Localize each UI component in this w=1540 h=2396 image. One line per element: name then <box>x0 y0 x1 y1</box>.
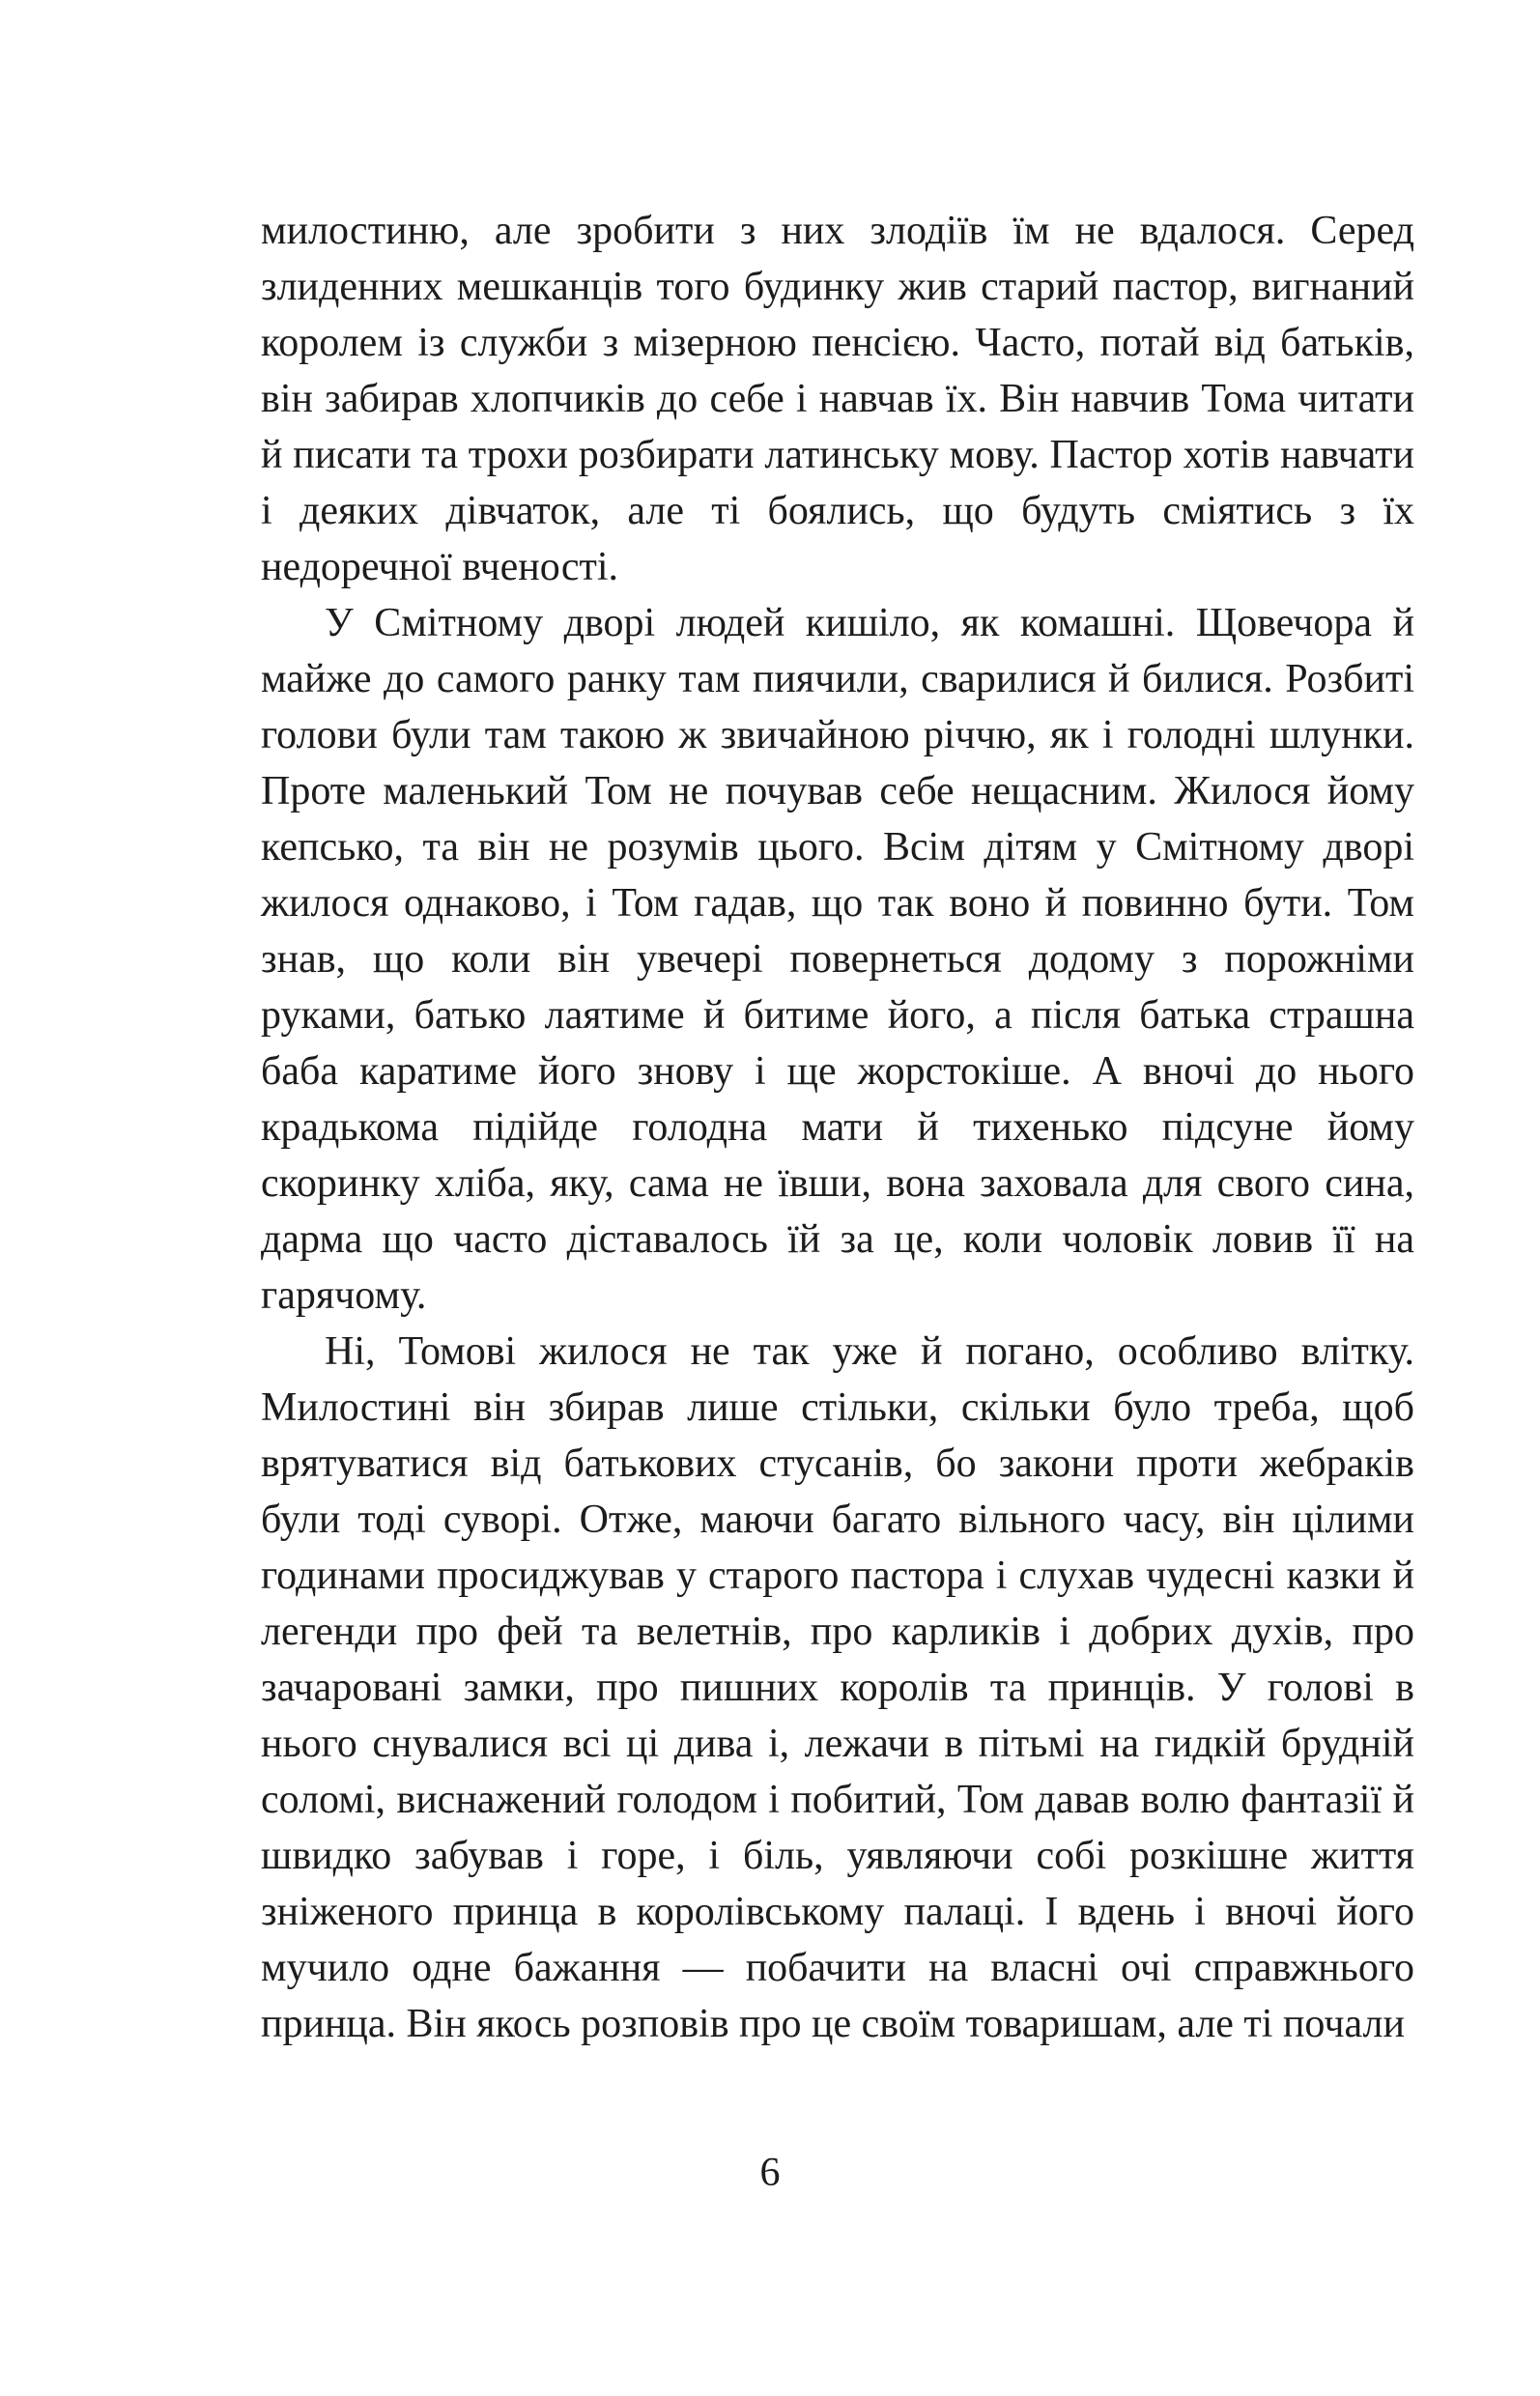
body-text <box>261 203 1414 2052</box>
paragraph-continuation: милостиню, але зробити з них злодіїв їм не вдалося. Серед злиденних мешканців того будинку жив старий пастор, вигнаний королем із служби з мізерною пенсією. Часто, потай від батьків, він забирав хлопчиків до себе і навчав їх. Він навчив Тома читати й писати та трохи розбирати латинську мову. Пастор хотів навчати і деяких дівчаток, але ті боялись, що будуть сміятись з їх недоречної вченості. <box>261 209 1414 589</box>
paragraph: У Смітному дворі людей кишіло, як комашні. Щовечора й майже до самого ранку там пиячили, сварилися й билися. Розбиті голови були там такою ж звичайною річчю, як і голодні шлунки. Проте маленький Том не почував себе нещасним. Жилося йому кепсько, та він не розумів цього. Всім дітям у Смітному дворі жилося однаково, і Том гадав, що так воно й повинно бути. Том знав, що коли він увечері повернеться додому з порожніми руками, батько лаятиме й битиме його, а після батька страшна баба каратиме його знову і ще жорстокіше. А вночі до нього крадькома підійде голодна мати й тихенько підсуне йому скоринку хліба, яку, сама не ївши, вона заховала для свого сина, дарма що часто діставалось їй за це, коли чоловік ловив її на гарячому. <box>261 601 1414 1318</box>
paragraph: Ні, Томові жилося не так уже й погано, особливо влітку. Милостині він збирав лише стільки, скільки було треба, щоб врятуватися від батькових стусанів, бо закони проти жебраків були тоді суворі. Отже, маючи багато вільного часу, він цілими годинами просиджував у старого пастора і слухав чудесні казки й легенди про фей та велетнів, про карликів і добрих духів, про зачаровані замки, про пишних королів та принців. У голові в нього снувалися всі ці дива і, лежачи в пітьмі на гидкій брудній соломі, виснажений голодом і побитий, Том давав волю фантазії й швидко забував і горе, і біль, уявляючи собі розкішне життя зніженого принца в королівському палаці. І вдень і вночі його мучило одне бажання — побачити на власні очі справжнього принца. Він якось розповів про це своїм товаришам, але ті почали <box>261 1329 1414 2046</box>
page-number: 6 <box>759 2151 781 2195</box>
